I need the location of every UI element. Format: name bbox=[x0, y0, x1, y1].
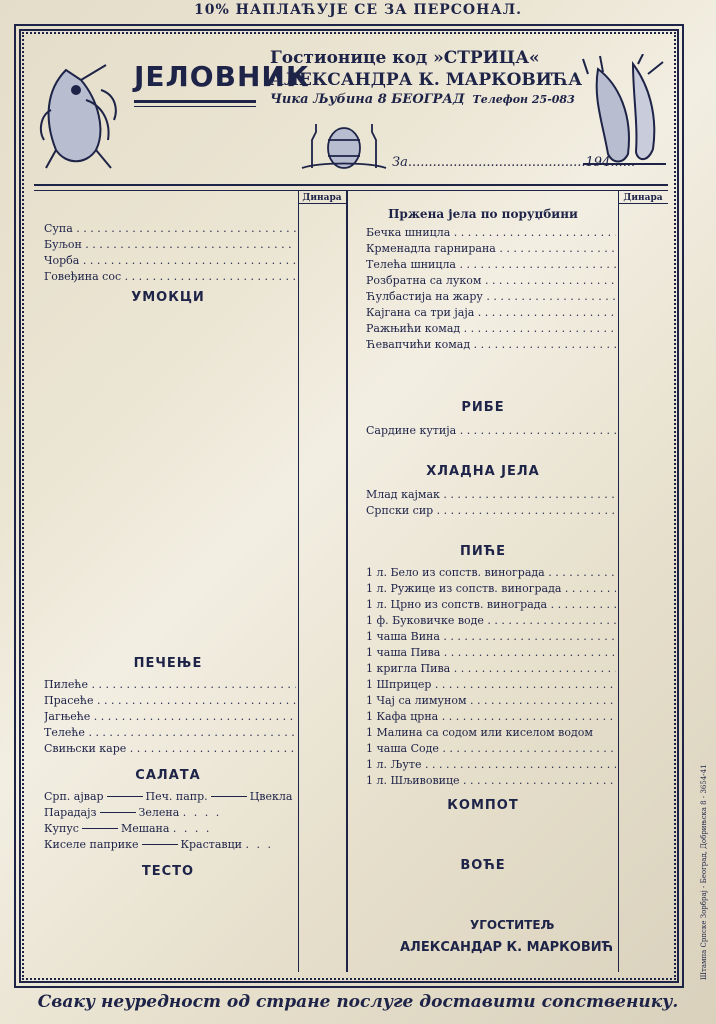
restaurant-address: Чика Љубина 8 БЕОГРАД Телефон 25-083 bbox=[270, 92, 575, 107]
service-charge-note: 10% НАПЛАЋУЈЕ СЕ ЗА ПЕРСОНАЛ. bbox=[193, 2, 522, 18]
date-line: За...........................................194...... bbox=[392, 155, 636, 170]
menu-item: Ћулбастија на жару . . . bbox=[366, 290, 616, 303]
price-column-header-left: Динара bbox=[302, 193, 342, 203]
price-header-rule-left bbox=[298, 203, 346, 204]
price-header-rule-right bbox=[618, 203, 668, 204]
section-heading-drinks: ПИЋЕ bbox=[459, 544, 507, 559]
menu-title: ЈЕЛОВНИК bbox=[134, 60, 310, 93]
section-heading-cold: ХЛАДНА ЈЕЛА bbox=[426, 464, 540, 479]
menu-item: 1 чаша Соде . . . bbox=[366, 742, 616, 755]
menu-item: Говеђина сос . . . bbox=[44, 270, 296, 283]
header-separator bbox=[34, 184, 668, 191]
section-heading-compote: КОМПОТ bbox=[447, 798, 519, 813]
price-column-header-right: Динара bbox=[623, 193, 663, 203]
salad-row: Парадајз Зелена . . . . bbox=[44, 806, 222, 819]
menu-item: 1 Малина са содом или киселом водом bbox=[366, 726, 593, 739]
menu-item: Свињски каре . . . bbox=[44, 742, 296, 755]
left-price-column-line bbox=[298, 190, 299, 972]
menu-item: Пилеће . . . bbox=[44, 678, 296, 691]
menu-item: 1 чаша Вина . . . bbox=[366, 630, 616, 643]
menu-item: Буљон . . . bbox=[44, 238, 296, 251]
section-heading-fish: РИБЕ bbox=[461, 400, 505, 415]
menu-item: Телећа шницла . . . bbox=[366, 258, 616, 271]
salad-row: Купус Мешана . . . . bbox=[44, 822, 212, 835]
menu-item: 1 л. Ружице из сопств. винограда . . . bbox=[366, 582, 616, 595]
complaint-note: Сваку неуредност од стране послуге доставити сопственику. bbox=[37, 992, 679, 1012]
center-divider bbox=[346, 190, 348, 972]
menu-item: 1 л. Бело из сопств. винограда . . . bbox=[366, 566, 616, 579]
menu-item: 1 Шприцер . . . bbox=[366, 678, 616, 691]
game-birds-illustration bbox=[36, 60, 122, 172]
section-heading-salad: САЛАТА bbox=[135, 768, 201, 783]
menu-item: Млад кајмак . . . bbox=[366, 488, 616, 501]
section-heading-fried: Пржена јела по поруџбини bbox=[388, 207, 578, 221]
title-rule-thin bbox=[134, 106, 256, 107]
section-heading-roast: ПЕЧЕЊЕ bbox=[133, 656, 203, 671]
menu-item: 1 л. Шљивовице . . . bbox=[366, 774, 616, 787]
menu-item: Чорба . . . bbox=[44, 254, 296, 267]
section-heading-pastry: ТЕСТО bbox=[141, 864, 195, 879]
menu-item: Јагњеће . . . bbox=[44, 710, 296, 723]
signature-name: АЛЕКСАНДАР К. МАРКОВИЋ bbox=[400, 940, 614, 955]
menu-item: Кајгана са три јаја . . . bbox=[366, 306, 616, 319]
salad-row: Срп. ајвар Печ. папр. Цвекла bbox=[44, 790, 293, 803]
menu-item: 1 чаша Пива . . . bbox=[366, 646, 616, 659]
menu-item: 1 кригла Пива . . . bbox=[366, 662, 616, 675]
menu-item: Розбратна са луком . . . bbox=[366, 274, 616, 287]
signature-label: УГОСТИТЕЉ bbox=[470, 918, 555, 932]
menu-item: Телеће . . . bbox=[44, 726, 296, 739]
owner-name: АЛЕКСАНДРА К. МАРКОВИЋА bbox=[270, 70, 583, 90]
menu-item: Сардине кутија . . . bbox=[366, 424, 616, 437]
restaurant-phone: Телефон 25-083 bbox=[472, 93, 575, 106]
menu-item: Прасеће . . . bbox=[44, 694, 296, 707]
menu-item: Ћевапчићи комад . . . bbox=[366, 338, 616, 351]
menu-item: Бечка шницла . . . bbox=[366, 226, 616, 239]
menu-item: 1 л. Црно из сопств. винограда . . . bbox=[366, 598, 616, 611]
section-heading-fruit: ВОЋЕ bbox=[460, 858, 506, 873]
salad-row: Киселе паприке Краставци . . . bbox=[44, 838, 273, 851]
menu-item: 1 Чај са лимуном . . . bbox=[366, 694, 616, 707]
barrel-and-bottles-illustration bbox=[300, 118, 388, 172]
printer-imprint: Штампа Српске Зорбрај - Београд, Добрињска 8 - 3654-41 bbox=[700, 764, 708, 980]
menu-item: 1 Кафа црна . . . bbox=[366, 710, 616, 723]
restaurant-name: Гостионице код »СТРИЦА« bbox=[270, 48, 540, 68]
menu-item: 1 л. Љуте . . . bbox=[366, 758, 616, 771]
right-price-column-line bbox=[618, 190, 619, 972]
menu-item: Српски сир . . . bbox=[366, 504, 616, 517]
menu-item: Супа . . . bbox=[44, 222, 296, 235]
menu-item: 1 ф. Буковичке воде . . . bbox=[366, 614, 616, 627]
title-rule bbox=[134, 100, 256, 103]
menu-item: Крменадла гарнирана . . . bbox=[366, 242, 616, 255]
section-heading-umokci: УМОКЦИ bbox=[131, 290, 205, 305]
menu-item: Ражњићи комад . . . bbox=[366, 322, 616, 335]
